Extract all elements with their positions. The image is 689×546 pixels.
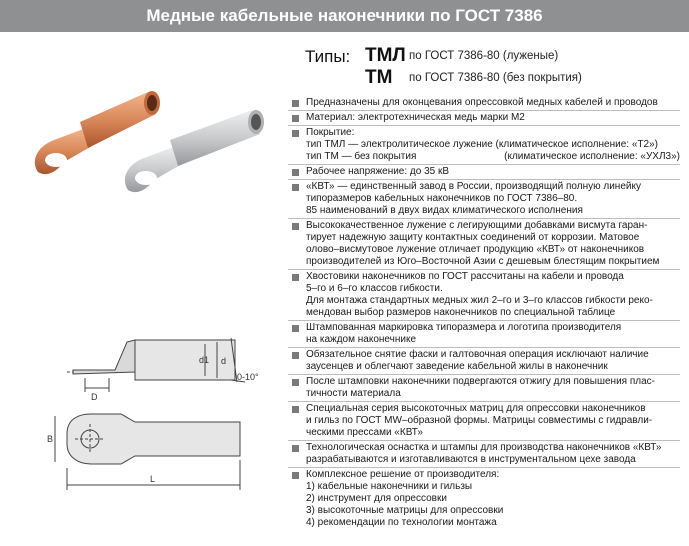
list-item-text: 85 наименований в двух видах климатического исполнения bbox=[306, 205, 583, 216]
list-item-text: Технологическая оснастка и штампы для производства наконечников «КВТ» bbox=[306, 442, 662, 453]
square-bullet-icon bbox=[292, 100, 299, 107]
square-bullet-icon bbox=[292, 379, 299, 386]
coating-row bbox=[306, 151, 680, 163]
technical-drawing bbox=[45, 330, 285, 505]
list-item-text: Хвостовики наконечников по ГОСТ рассчитаны на кабели и провода bbox=[306, 271, 624, 282]
list-item-text: типоразмеров кабельных наконечников по ГОСТ 7386–80. bbox=[306, 193, 578, 204]
dim-L-label: L bbox=[150, 474, 156, 484]
square-bullet-icon bbox=[292, 325, 299, 332]
list-item-text: на каждом наконечнике bbox=[306, 334, 417, 345]
dim-d1-label: d1 bbox=[199, 355, 210, 365]
list-item-text: производителей из Юго–Восточной Азии с дешевым блестящим покрытием bbox=[306, 256, 660, 267]
list-item-text: После штамповки наконечники подвергаются отжигу для повышения плас- bbox=[306, 376, 655, 387]
list-item bbox=[288, 320, 680, 347]
type-code-tm: ТМ bbox=[365, 67, 393, 88]
list-item-text: Для монтажа стандартных медных жил 2–го и 3–го классов гибкости реко- bbox=[306, 295, 653, 306]
square-bullet-icon bbox=[292, 223, 299, 230]
list-item-text: Покрытие: bbox=[306, 127, 355, 138]
list-item-text: Штампованная маркировка типоразмера и логотипа производителя bbox=[306, 322, 622, 333]
square-bullet-icon bbox=[292, 115, 299, 122]
list-item-text: мендован выбор размеров наконечников по специальной таблице bbox=[306, 307, 616, 318]
square-bullet-icon bbox=[292, 406, 299, 413]
list-item bbox=[288, 401, 680, 440]
coating-type: тип ТМЛ — электролитическое лужение (климатическое исполнение: «Т2») bbox=[306, 139, 658, 150]
list-item-text: и гильз по ГОСТ МW–образной формы. Матрицы совместимы с гидравли- bbox=[306, 415, 653, 426]
list-item-text: Высококачественное лужение с легирующими добавками висмута гаран- bbox=[306, 220, 648, 231]
list-item bbox=[288, 374, 680, 401]
list-item bbox=[288, 164, 680, 179]
list-item-text: «КВТ» — единственный завод в России, производящий полную линейку bbox=[306, 181, 641, 192]
product-photo bbox=[20, 70, 295, 205]
list-item-text: 2) инструмент для опрессовки bbox=[306, 493, 447, 504]
list-item-text: тичности материала bbox=[306, 388, 401, 399]
list-item-text: Материал: электротехническая медь марки М2 bbox=[306, 112, 525, 123]
type-desc-tml: по ГОСТ 7386-80 (луженые) bbox=[409, 50, 559, 62]
list-item-text: олово–висмутовое лужение отличает продукцию «КВТ» от наконечников bbox=[306, 244, 645, 255]
square-bullet-icon bbox=[292, 130, 299, 137]
coating-row bbox=[306, 139, 680, 151]
list-item-text: 3) высокоточные матрицы для опрессовки bbox=[306, 505, 504, 516]
page-title: Медные кабельные наконечники по ГОСТ 7386 bbox=[0, 0, 689, 32]
list-item-text: Рабочее напряжение: до 35 кВ bbox=[306, 166, 450, 177]
list-item bbox=[288, 440, 680, 467]
type-code-tml: ТМЛ bbox=[365, 45, 406, 66]
list-item-text: Предназначены для оконцевания опрессовкой медных кабелей и проводов bbox=[306, 97, 658, 108]
dim-angle-label: 0-10° bbox=[237, 372, 259, 382]
list-item bbox=[288, 269, 680, 320]
list-item bbox=[288, 110, 680, 125]
list-item-text: Комплексное решение от производителя: bbox=[306, 469, 500, 480]
list-item bbox=[288, 218, 680, 269]
list-item bbox=[288, 467, 680, 530]
list-item bbox=[288, 179, 680, 218]
type-desc-tm: по ГОСТ 7386-80 (без покрытия) bbox=[409, 72, 582, 84]
list-item-text: ческими прессами «КВТ» bbox=[306, 427, 423, 438]
list-item bbox=[288, 96, 680, 110]
feature-list bbox=[288, 96, 680, 530]
tinned-lug bbox=[125, 110, 264, 192]
list-item-text: 1) кабельные наконечники и гильзы bbox=[306, 481, 473, 492]
list-item-text: 4) рекомендации по технологии монтажа bbox=[306, 517, 497, 528]
dim-D-label: D bbox=[91, 392, 98, 402]
types-label: Типы: bbox=[305, 47, 351, 66]
list-item bbox=[288, 347, 680, 374]
square-bullet-icon bbox=[292, 184, 299, 191]
square-bullet-icon bbox=[292, 445, 299, 452]
square-bullet-icon bbox=[292, 472, 299, 479]
list-item-text: Обязательное снятие фаски и галтовочная операция исключают наличие bbox=[306, 349, 649, 360]
list-item-text: 5–го и 6–го классов гибкости. bbox=[306, 283, 443, 294]
top-view bbox=[55, 414, 240, 490]
list-item-text: Специальная серия высокоточных матриц для опрессовки наконечников bbox=[306, 403, 646, 414]
square-bullet-icon bbox=[292, 274, 299, 281]
square-bullet-icon bbox=[292, 352, 299, 359]
dim-d-label: d bbox=[221, 356, 227, 366]
coating-type: тип ТМ — без покрытия bbox=[306, 151, 417, 162]
side-view bbox=[67, 338, 245, 392]
list-item-text: тирует надежную защиту контактных соединений от коррозии. Матовое bbox=[306, 232, 640, 243]
coating-climate: (климатическое исполнение: «УХЛ3») bbox=[504, 151, 680, 162]
square-bullet-icon bbox=[292, 169, 299, 176]
list-item-text: разрабатываются и изготавливаются в инструментальном цехе завода bbox=[306, 454, 636, 465]
list-item-text: заусенцев и облегчают заведение кабельной жилы в наконечник bbox=[306, 361, 608, 372]
dim-B-label: B bbox=[47, 434, 54, 444]
list-item bbox=[288, 125, 680, 164]
